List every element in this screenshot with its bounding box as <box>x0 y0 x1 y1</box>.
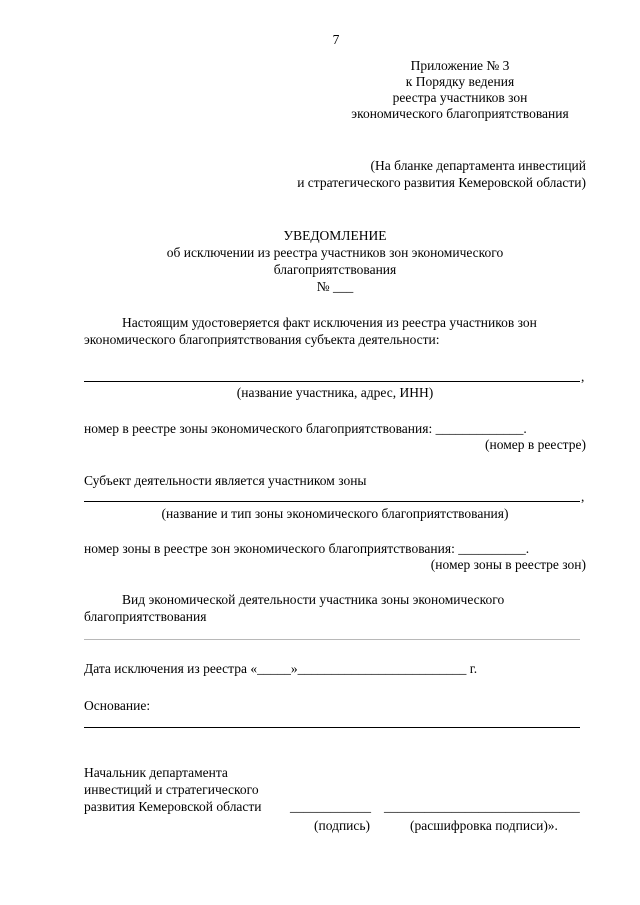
letterhead-line-2: и стратегического развития Кемеровской области) <box>297 175 586 190</box>
signatory-line-3: развития Кемеровской области <box>84 799 262 814</box>
intro-paragraph-line-1: Настоящим удостоверяется факт исключения из реестра участников зон <box>122 315 537 330</box>
decryption-caption: (расшифровка подписи)». <box>410 818 558 833</box>
participant-comma: , <box>581 369 585 384</box>
appendix-line-2: к Порядку ведения <box>405 74 515 89</box>
activity-text-line-2: благоприятствования <box>84 609 207 624</box>
signatory-line-2: инвестиций и стратегического <box>84 782 259 797</box>
title-subtitle-1: об исключении из реестра участников зон экономического <box>166 245 504 260</box>
registry-number-field[interactable]: номер в реестре зоны экономического благоприятствования: _____________. <box>84 421 527 436</box>
basis-blank-line[interactable] <box>84 727 580 728</box>
zone-blank-line[interactable] <box>84 501 580 502</box>
signature-blank[interactable]: ____________ <box>290 799 371 814</box>
zone-number-field[interactable]: номер зоны в реестре зон экономического благоприятствования: __________. <box>84 541 530 556</box>
participant-blank-line[interactable] <box>84 381 580 382</box>
decryption-blank[interactable]: _____________________________ <box>384 799 580 814</box>
appendix-line-3: реестра участников зон <box>392 90 528 105</box>
participant-caption: (название участника, адрес, ИНН) <box>236 385 434 400</box>
basis-label: Основание: <box>84 698 151 713</box>
zone-comma: , <box>581 489 585 504</box>
activity-blank-line[interactable] <box>84 639 580 640</box>
letterhead-line-1: (На бланке департамента инвестиций <box>370 158 586 173</box>
intro-paragraph-line-2: экономического благоприятствования субъекта деятельности: <box>84 332 440 347</box>
page-number: 7 <box>332 32 340 47</box>
appendix-line-4: экономического благоприятствования <box>351 106 569 121</box>
exclusion-date-field[interactable]: Дата исключения из реестра «_____»_________________________ г. <box>84 661 478 676</box>
zone-caption: (название и тип зоны экономического благоприятствования) <box>161 506 509 521</box>
zone-number-caption: (номер зоны в реестре зон) <box>430 557 586 572</box>
document-title: УВЕДОМЛЕНИЕ <box>283 228 387 243</box>
zone-membership-text: Субъект деятельности является участником зоны <box>84 473 367 488</box>
activity-text-line-1: Вид экономической деятельности участника зоны экономического <box>122 592 505 607</box>
signatory-line-1: Начальник департамента <box>84 765 228 780</box>
appendix-line-1: Приложение № 3 <box>410 58 510 73</box>
registry-number-caption: (номер в реестре) <box>485 437 586 452</box>
title-subtitle-2: благоприятствования <box>273 262 397 277</box>
notice-number: № ___ <box>316 279 354 294</box>
signature-caption: (подпись) <box>314 818 371 833</box>
